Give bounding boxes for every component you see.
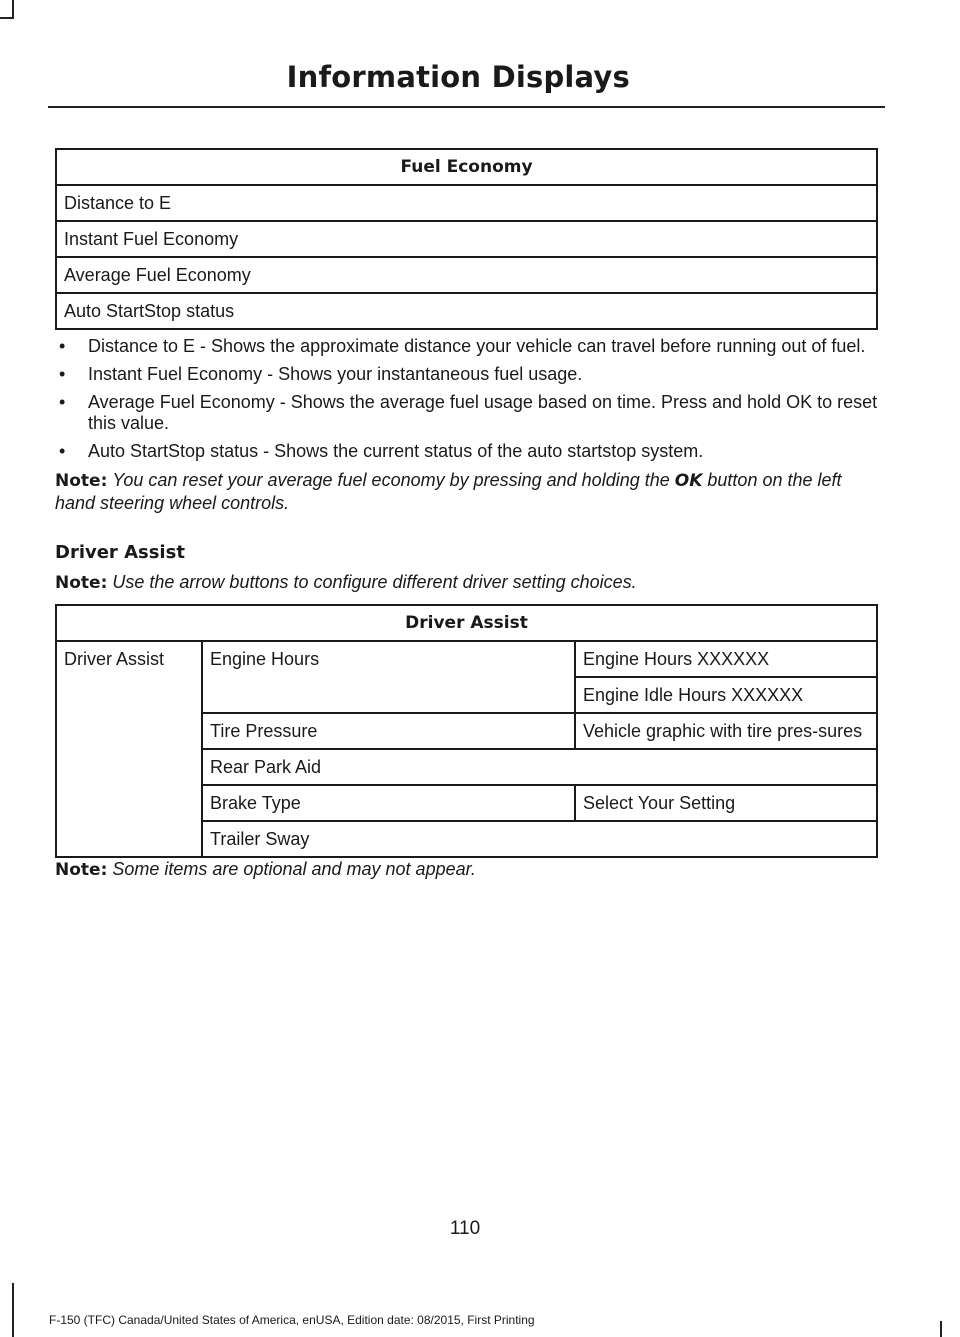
note-label: Note: xyxy=(55,860,108,880)
fuel-economy-table xyxy=(55,148,878,330)
bullet-item: • Distance to E - Shows the approximate distance your vehicle can travel before running out of fuel. xyxy=(55,336,878,357)
page-number: 110 xyxy=(449,1218,481,1239)
engine-hours-value: Engine Hours XXXXXX xyxy=(575,641,877,677)
brake-type-value: Select Your Setting xyxy=(575,785,877,821)
fuel-bullet-list xyxy=(55,336,878,462)
driver-assist-heading: Driver Assist xyxy=(55,542,185,563)
bullet-item: • Auto StartStop status - Shows the current status of the auto startstop system. xyxy=(55,441,878,462)
note-text-a: You can reset your average fuel economy by pressing and holding the xyxy=(112,470,670,490)
brake-type-cell: Brake Type xyxy=(202,785,575,821)
trailer-sway-cell: Trailer Sway xyxy=(202,821,877,857)
fuel-table-row: Average Fuel Economy xyxy=(56,257,877,293)
crop-mark-top-left xyxy=(12,0,14,18)
note-label: Note: xyxy=(55,471,108,491)
note-text: Some items are optional and may not appear. xyxy=(112,859,476,879)
bullet-item: • Instant Fuel Economy - Shows your instantaneous fuel usage. xyxy=(55,364,878,385)
note-text: Use the arrow buttons to configure different driver setting choices. xyxy=(112,572,637,592)
note-reset-fuel xyxy=(55,469,878,514)
note-label: Note: xyxy=(55,573,108,593)
note-ok: OK xyxy=(674,471,703,491)
note-text-b: button on the left hand steering wheel controls. xyxy=(55,470,842,513)
driver-assist-col-label: Driver Assist xyxy=(56,641,202,857)
page-header-title: Information Displays xyxy=(286,60,630,94)
fuel-table-row: Auto StartStop status xyxy=(56,293,877,329)
bullet-item: • Average Fuel Economy - Shows the average fuel usage based on time. Press and hold OK to reset this value. xyxy=(55,392,878,434)
crop-mark-bottom-right xyxy=(940,1321,942,1337)
crop-mark-top-left-h xyxy=(0,17,14,19)
engine-idle-value: Engine Idle Hours XXXXXX xyxy=(575,677,877,713)
driver-assist-table xyxy=(55,604,878,858)
tire-pressure-cell: Tire Pressure xyxy=(202,713,575,749)
edition-footer: F-150 (TFC) Canada/United States of America, enUSA, Edition date: 08/2015, First Printing xyxy=(49,1313,535,1327)
fuel-table-title: Fuel Economy xyxy=(56,149,877,185)
note-driver-assist xyxy=(55,571,878,594)
header-divider xyxy=(48,106,885,108)
page-content xyxy=(55,148,878,881)
tire-pressure-value: Vehicle graphic with tire pres-sures xyxy=(575,713,877,749)
note-optional xyxy=(55,858,878,881)
driver-assist-table-title: Driver Assist xyxy=(56,605,877,641)
rear-park-aid-cell: Rear Park Aid xyxy=(202,749,877,785)
engine-hours-cell: Engine Hours xyxy=(202,641,575,713)
fuel-table-row: Instant Fuel Economy xyxy=(56,221,877,257)
fuel-table-row: Distance to E xyxy=(56,185,877,221)
crop-mark-bottom-left xyxy=(12,1283,14,1337)
